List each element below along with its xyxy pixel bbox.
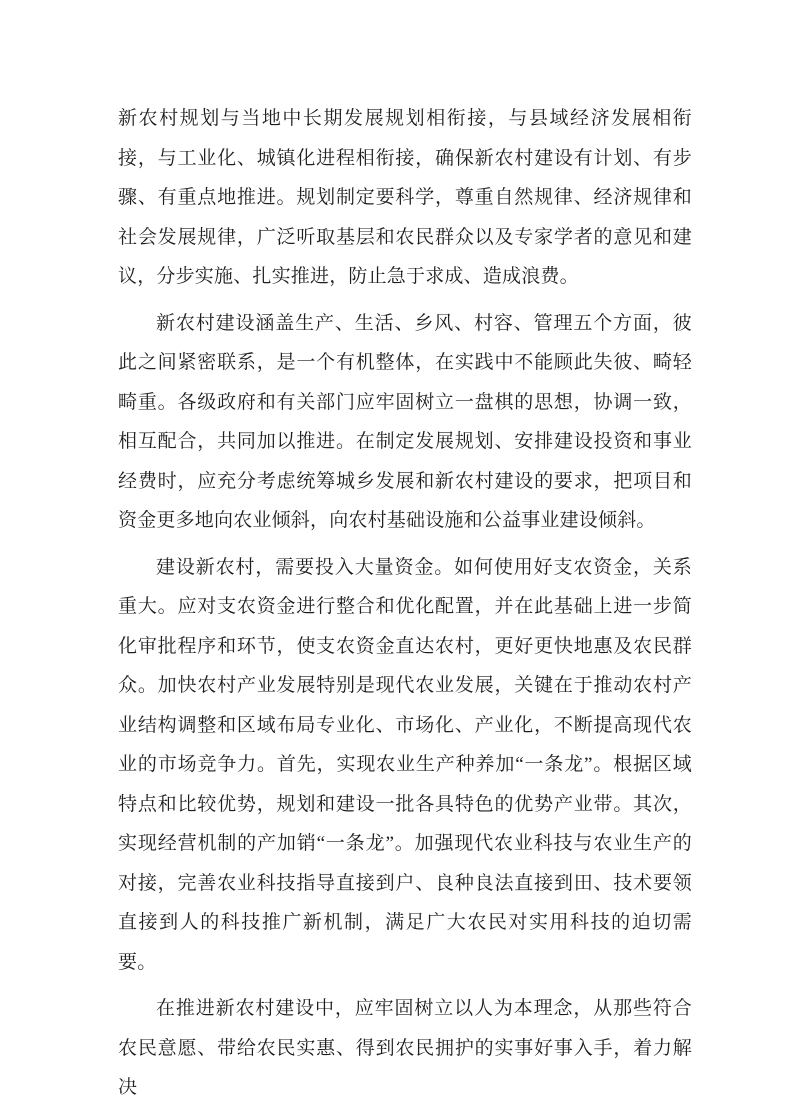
paragraph: 新农村规划与当地中长期发展规划相衔接，与县域经济发展相衔接，与工业化、城镇化进程相衔接，确保新农村建设有计划、有步骤、有重点地推进。规划制定要科学，尊重自然规律、经济规律和社会发展规律，广泛听取基层和农民群众以及专家学者的意见和建议，分步实施、扎实推进，防止急于求成、造成浪费。 — [118, 108, 692, 287]
paragraph: 在推进新农村建设中，应牢固树立以人为本理念，从那些符合农民意愿、带给农民实惠、得到农民拥护的实事好事入手，着力解决 — [118, 998, 692, 1098]
paragraph: 新农村建设涵盖生产、生活、乡风、村容、管理五个方面，彼此之间紧密联系，是一个有机整体，在实践中不能顾此失彼、畸轻畸重。各级政府和有关部门应牢固树立一盘棋的思想，协调一致，相互配合，共同加以推进。在制定发展规划、安排建设投资和事业经费时，应充分考虑统筹城乡发展和新农村建设的要求，把项目和资金更多地向农业倾斜，向农村基础设施和公益事业建设倾斜。 — [118, 312, 692, 531]
paragraph: 建设新农村，需要投入大量资金。如何使用好支农资金，关系重大。应对支农资金进行整合和优化配置，并在此基础上进一步简化审批程序和环节，使支农资金直达农村，更好更快地惠及农民群众。加快农村产业发展特别是现代农业发展，关键在于推动农村产业结构调整和区域布局专业化、市场化、产业化，不断提高现代农业的市场竞争力。首先，实现农业生产种养加“一条龙”。根据区域特点和比较优势，规划和建设一批各具特色的优势产业带。其次，实现经营机制的产加销“一条龙”。加强现代农业科技与农业生产的对接，完善农业科技指导直接到户、良种良法直接到田、技术要领直接到人的科技推广新机制，满足广大农民对实用科技的迫切需要。 — [118, 556, 692, 973]
document-body-text — [118, 99, 692, 1115]
